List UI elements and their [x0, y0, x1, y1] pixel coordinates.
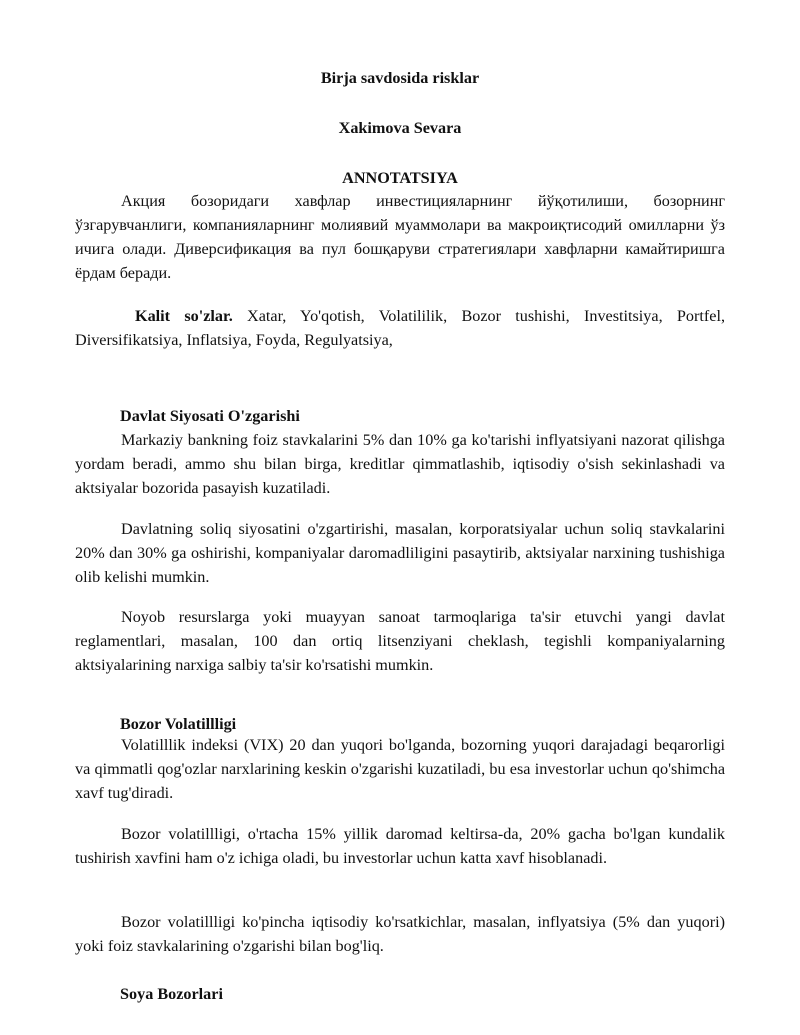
section-heading-shadow-markets: Soya Bozorlari — [120, 985, 223, 1003]
section-heading-policy: Davlat Siyosati O'zgarishi — [120, 407, 300, 425]
document-page — [75, 0, 725, 1035]
paper-title: Birja savdosida risklar — [320, 69, 480, 87]
section-paragraph: Bozor volatillligi, o'rtacha 15% yillik daromad keltirsa-da, 20% gacha bo'lgan kundalik tushirish xavfini ham o'z ichiga oladi, bu investorlar uchun katta xavf hisoblanadi. — [75, 825, 725, 867]
section-paragraph: Davlatning soliq siyosatini o'zgartirishi, masalan, korporatsiyalar uchun soliq stavkalarini 20% dan 30% ga oshirishi, kompaniyalar daromadliligini pasaytirib, aktsiyalar narxining tushishiga olib kelishi mumkin. — [75, 520, 725, 586]
section-paragraph: Volatilllik indeksi (VIX) 20 dan yuqori bo'lganda, bozorning yuqori darajadagi beqarorligi va qimmatli qog'ozlar narxlarining keskin o'zgarishi kuzatiladi, bu esa investorlar uchun qo'shimcha xavf tug'diradi. — [75, 736, 725, 802]
section-paragraph: Noyob resurslarga yoki muayyan sanoat tarmoqlariga ta'sir etuvchi yangi davlat reglamentlari, masalan, 100 dan ortiq litsenziyani cheklash, tegishli kompaniyalarning aktsiyalarining narxiga salbiy ta'sir ko'rsatishi mumkin. — [75, 608, 725, 674]
keywords-text: Xatar, Yo'qotish, Volatililik, Bozor tushishi, Investitsiya, Portfel, Diversifikatsiya, Inflatsiya, Foyda, Regulyatsiya, — [75, 307, 725, 349]
section-paragraph: Markaziy bankning foiz stavkalarini 5% dan 10% ga ko'tarishi inflyatsiyani nazorat qilishga yordam beradi, ammo shu bilan birga, kreditlar qimmatlashib, iqtisodiy o'sish sekinlashadi va aktsiyalar bozorida pasayish kuzatiladi. — [75, 431, 725, 497]
author-name: Xakimova Sevara — [338, 119, 462, 137]
abstract-heading: ANNOTATSIYA — [342, 169, 458, 187]
keywords-paragraph — [75, 304, 725, 352]
abstract-text: Акция бозоридаги хавфлар инвестицияларнинг йўқотилиши, бозорнинг ўзгарувчанлиги, компанияларнинг молиявий муаммолари ва макроиқтисодий омилларни ўз ичига олади. Диверсификация ва пул бошқаруви стратегиялари хавфларни камайтиришга ёрдам беради. — [75, 192, 725, 282]
section-paragraph: Bozor volatillligi ko'pincha iqtisodiy ko'rsatkichlar, masalan, inflyatsiya (5% dan yuqori) yoki foiz stavkalarining o'zgarishi bilan bog'liq. — [75, 913, 725, 955]
keywords-label: Kalit so'zlar. — [135, 307, 233, 325]
section-heading-volatility: Bozor Volatillligi — [120, 715, 237, 733]
